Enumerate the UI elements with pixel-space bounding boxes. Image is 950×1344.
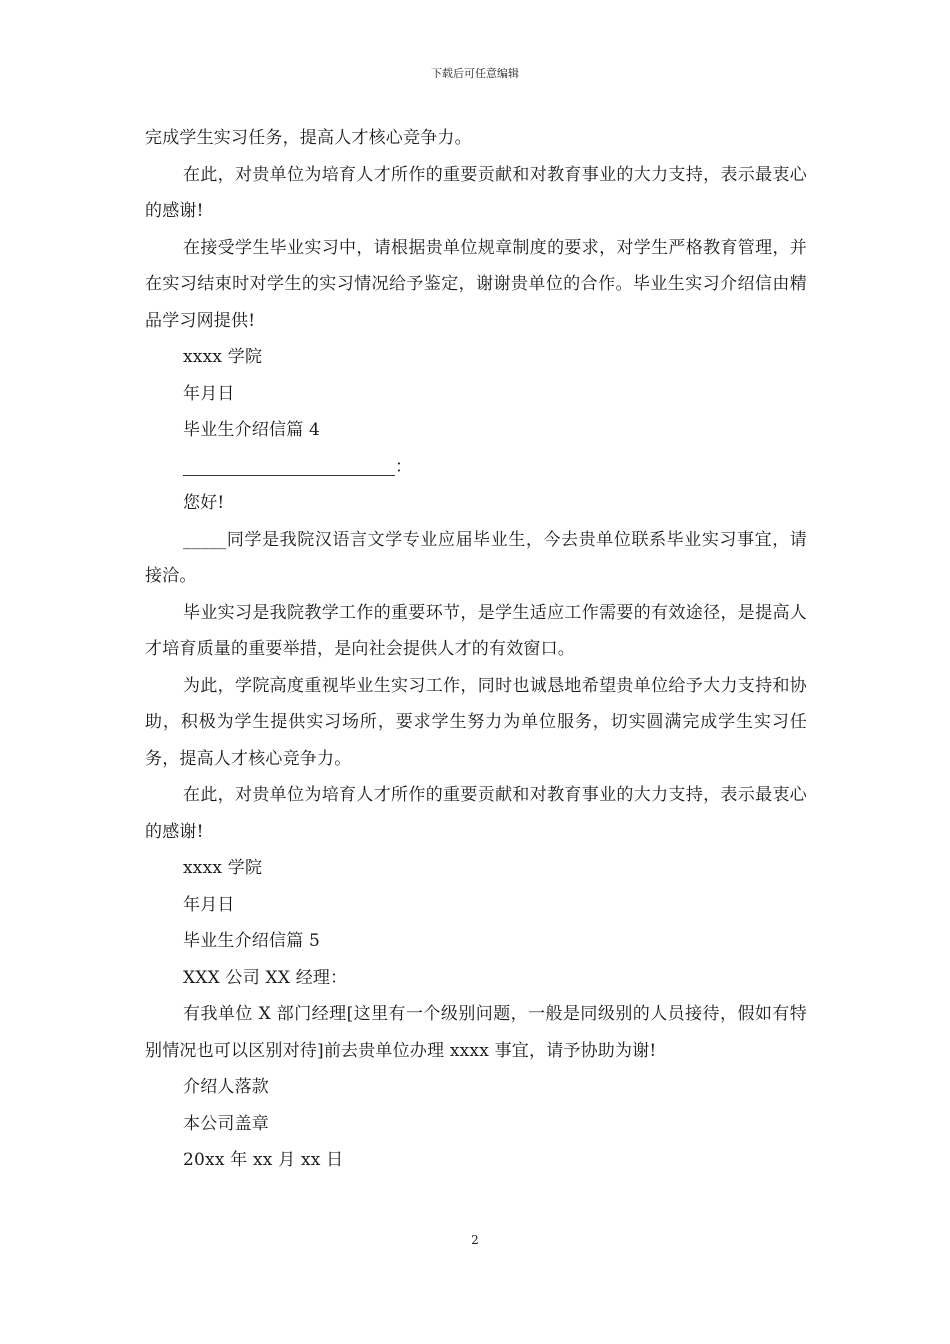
paragraph: 在接受学生毕业实习中，请根据贵单位规章制度的要求，对学生严格教育管理，并在实习结束时对学生的实习情况给予鉴定，谢谢贵单位的合作。毕业生实习介绍信由精品学习网提供! xyxy=(145,237,807,331)
paragraph: _____同学是我院汉语言文学专业应届毕业生，今去贵单位联系毕业实习事宜，请接洽。 xyxy=(145,529,807,586)
section-heading: 毕业生介绍信篇 4 xyxy=(183,420,321,440)
blank-underline xyxy=(183,455,395,476)
letter-date: 20xx 年 xx 月 xx 日 xyxy=(183,1150,344,1170)
salutation: XXX 公司 XX 经理： xyxy=(183,967,348,988)
paragraph: 完成学生实习任务，提高人才核心竞争力。 xyxy=(145,128,472,148)
paragraph: 为此，学院高度重视毕业生实习工作，同时也诚恳地希望贵单位给予大力支持和协助，积极为学生提供实习场所，要求学生努力为单位服务，切实圆满完成学生实习任务，提高人才核心竞争力。 xyxy=(145,675,807,769)
salutation-colon: ： xyxy=(395,456,413,477)
signature-date: 年月日 xyxy=(183,894,235,915)
signature-school: xxxx 学院 xyxy=(183,347,263,367)
salutation-blank xyxy=(145,449,807,486)
paragraph: 有我单位 X 部门经理[这里有一个级别问题，一般是同级别的人员接待，假如有特别情况也可以区别对待]前去贵单位办理 xxxx 事宜，请予协助为谢! xyxy=(145,1004,807,1061)
signature-school: xxxx 学院 xyxy=(183,858,263,878)
page-number: 2 xyxy=(471,1233,479,1247)
paragraph: 在此，对贵单位为培育人才所作的重要贡献和对教育事业的大力支持，表示最衷心的感谢! xyxy=(145,164,807,221)
company-seal: 本公司盖章 xyxy=(183,1113,269,1134)
section-heading: 毕业生介绍信篇 5 xyxy=(183,931,321,951)
introducer-signature: 介绍人落款 xyxy=(183,1077,269,1097)
greeting: 您好! xyxy=(183,493,225,513)
paragraph: 在此，对贵单位为培育人才所作的重要贡献和对教育事业的大力支持，表示最衷心的感谢! xyxy=(145,785,807,842)
signature-date: 年月日 xyxy=(183,383,235,404)
paragraph: 毕业实习是我院教学工作的重要环节，是学生适应工作需要的有效途径，是提高人才培育质量的重要举措，是向社会提供人才的有效窗口。 xyxy=(145,602,807,659)
page-header: 下载后可任意编辑 xyxy=(431,67,519,80)
document-body xyxy=(145,120,807,1179)
